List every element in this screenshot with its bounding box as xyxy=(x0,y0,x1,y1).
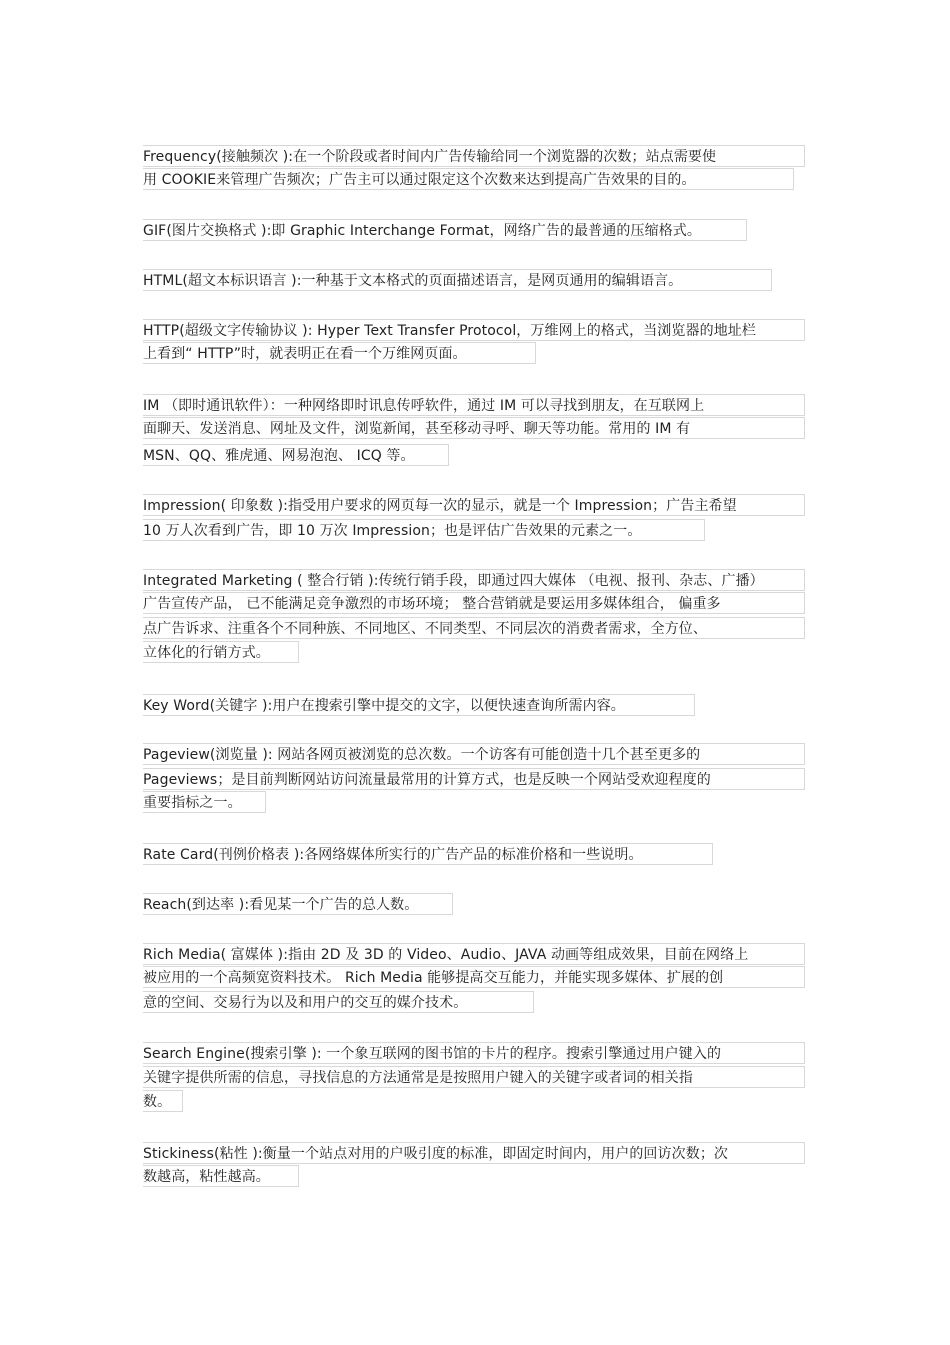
entry-rich-media-line-3 xyxy=(143,991,534,1013)
entry-stickiness-line-1 xyxy=(143,1142,805,1164)
entry-text: HTTP(超级文字传输协议 ): Hyper Text Transfer Protocol，万维网上的格式，当浏览器的地址栏 xyxy=(143,323,757,339)
entry-text: Rate Card(刊例价格表 ):各网络媒体所实行的广告产品的标准价格和一些说明。 xyxy=(143,847,643,863)
entry-text: Search Engine(搜索引擎 ): 一个象互联网的图书馆的卡片的程序。搜索引擎通过用户键入的 xyxy=(143,1046,722,1062)
entry-rich-media-line-2 xyxy=(143,966,805,988)
entry-reach-line-1 xyxy=(143,893,453,915)
entry-text: 广告宣传产品， 已不能满足竞争激烈的市场环境； 整合营销就是要运用多媒体组合， 偏重多 xyxy=(143,596,721,612)
entry-rate-card-line-1 xyxy=(143,843,713,865)
entry-text: Stickiness(粘性 ):衡量一个站点对用的户吸引度的标准，即固定时间内，用户的回访次数；次 xyxy=(143,1146,729,1162)
entry-search-engine-line-1 xyxy=(143,1042,805,1064)
entry-pageview-line-2 xyxy=(143,768,805,790)
entry-search-engine-line-2 xyxy=(143,1066,805,1088)
entry-text: Impression( 印象数 ):指受用户要求的网页每一次的显示，就是一个 Impression；广告主希望 xyxy=(143,498,737,514)
entry-frequency-line-2 xyxy=(143,168,794,190)
entry-stickiness-line-2 xyxy=(143,1165,299,1187)
entry-rich-media-line-1 xyxy=(143,943,805,965)
entry-im-line-2 xyxy=(143,417,805,439)
entry-impression-line-1 xyxy=(143,494,805,516)
entry-text: 被应用的一个高频宽资料技术。 Rich Media 能够提高交互能力，并能实现多媒体、扩展的创 xyxy=(143,970,724,986)
entry-pageview-line-3 xyxy=(143,791,266,813)
entry-pageview-line-1 xyxy=(143,743,805,765)
entry-text: 数越高，粘性越高。 xyxy=(143,1169,270,1185)
entry-text: 意的空间、交易行为以及和用户的交互的媒介技术。 xyxy=(143,995,468,1011)
entry-text: MSN、QQ、雅虎通、网易泡泡、 ICQ 等。 xyxy=(143,448,415,464)
entry-text: Rich Media( 富媒体 ):指由 2D 及 3D 的 Video、Audio、JAVA 动画等组成效果，目前在网络上 xyxy=(143,947,749,963)
entry-text: 重要指标之一。 xyxy=(143,795,242,811)
entry-text: Pageviews；是目前判断网站访问流量最常用的计算方式，也是反映一个网站受欢迎程度的 xyxy=(143,772,711,788)
entry-text: IM （即时通讯软件）：一种网络即时讯息传呼软件，通过 IM 可以寻找到朋友，在互联网上 xyxy=(143,398,705,414)
entry-text: 关键字提供所需的信息，寻找信息的方法通常是是按照用户键入的关键字或者词的相关指 xyxy=(143,1070,693,1086)
entry-text: Frequency(接触频次 ):在一个阶段或者时间内广告传输给同一个浏览器的次数；站点需要使 xyxy=(143,149,717,165)
entry-text: Key Word(关键字 ):用户在搜索引擎中提交的文字，以便快速查询所需内容。 xyxy=(143,698,625,714)
entry-key-word-line-1 xyxy=(143,694,695,716)
entry-im-line-3 xyxy=(143,444,449,466)
entry-integrated-marketing-line-2 xyxy=(143,592,805,614)
entry-text: Pageview(浏览量 ): 网站各网页被浏览的总次数。一个访客有可能创造十几个甚至更多的 xyxy=(143,747,701,763)
entry-impression-line-2 xyxy=(143,519,705,541)
entry-html-line-1 xyxy=(143,269,772,291)
entry-search-engine-line-3 xyxy=(143,1090,183,1112)
entry-text: 点广告诉求、注重各个不同种族、不同地区、不同类型、不同层次的消费者需求，全方位、 xyxy=(143,621,707,637)
entry-http-line-1 xyxy=(143,319,805,341)
entry-gif-line-1 xyxy=(143,219,747,241)
entry-text: 10 万人次看到广告，即 10 万次 Impression；也是评估广告效果的元素之一。 xyxy=(143,523,642,539)
entry-frequency-line-1 xyxy=(143,145,805,167)
entry-text: 用 COOKIE来管理广告频次；广告主可以通过限定这个次数来达到提高广告效果的目的。 xyxy=(143,172,696,188)
entry-text: HTML(超文本标识语言 ):一种基于文本格式的页面描述语言，是网页通用的编辑语言。 xyxy=(143,273,683,289)
entry-integrated-marketing-line-4 xyxy=(143,641,299,663)
entry-text: 面聊天、发送消息、网址及文件，浏览新闻，甚至移动寻呼、聊天等功能。常用的 IM 有 xyxy=(143,421,691,437)
entry-text: Integrated Marketing ( 整合行销 ):传统行销手段，即通过四大媒体 （电视、报刊、杂志、广播） xyxy=(143,573,764,589)
entry-text: 立体化的行销方式。 xyxy=(143,645,270,661)
entry-text: 上看到“ HTTP”时，就表明正在看一个万维网页面。 xyxy=(143,346,467,362)
entry-integrated-marketing-line-3 xyxy=(143,617,805,639)
entry-http-line-2 xyxy=(143,342,536,364)
entry-im-line-1 xyxy=(143,394,805,416)
entry-text: 数。 xyxy=(143,1094,172,1110)
entry-text: GIF(图片交换格式 ):即 Graphic Interchange Format，网络广告的最普通的压缩格式。 xyxy=(143,223,702,239)
entry-integrated-marketing-line-1 xyxy=(143,569,805,591)
entry-text: Reach(到达率 ):看见某一个广告的总人数。 xyxy=(143,897,419,913)
